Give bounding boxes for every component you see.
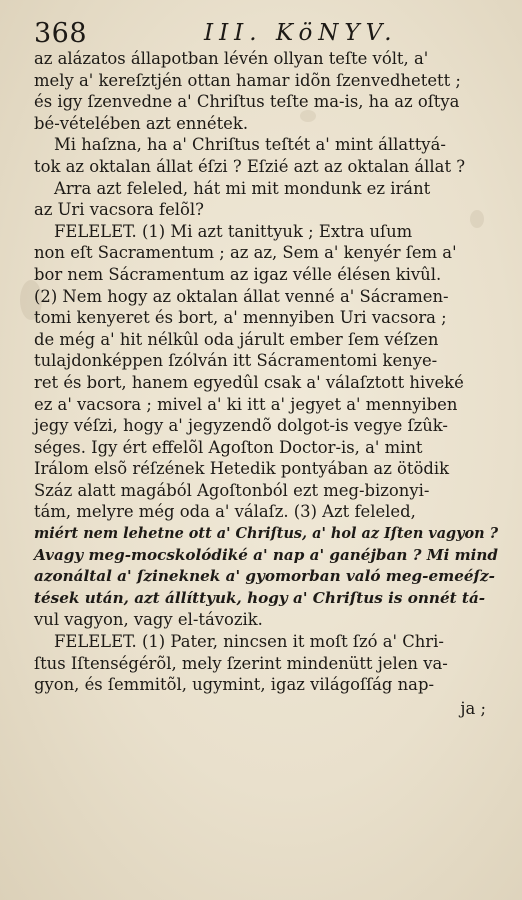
text-line: tulajdonképpen ſzólván itt Sácramentomi kenye- xyxy=(34,351,438,371)
text-line: az Uri vacsora felõl? xyxy=(34,200,204,220)
text-line: és igy ſzenvedne a' Chriſtus teſte ma-is, ha az oſtya xyxy=(34,92,460,112)
text-line: bé-vételében azt ennétek. xyxy=(34,113,249,133)
text-line-italic: tések után, azt állíttyuk, hogy a' Chriſtus is onnét tá- xyxy=(34,588,486,607)
text-line: Arra azt feleled, hát mi mit mondunk ez iránt xyxy=(54,178,431,198)
text-line-italic: miért nem lehetne ott a' Chriſtus, a' hol az Iſten vagyon ? xyxy=(34,525,499,543)
text-line-italic: Avagy meg-mocskolódiké a' nap a' ganéjban ? Mi mind xyxy=(34,545,499,564)
text-line: FELELET. (1) Pater, nincsen it moſt ſzó a' Chri- xyxy=(54,632,444,652)
text-line: Mi haſzna, ha a' Chriſtus teſtét a' mint állattyá- xyxy=(54,135,446,155)
text-line-italic: azonáltal a' ſzineknek a' gyomorban való meg-emeéſz- xyxy=(34,567,495,586)
text-line: de még a' hit nélkûl oda járult ember ſem véſzen xyxy=(34,329,439,349)
body-text xyxy=(34,48,498,719)
text-line: FELELET. (1) Mi azt tanittyuk ; Extra uſum xyxy=(54,221,413,241)
page-number: 368 xyxy=(34,18,88,49)
text-line: tám, melyre még oda a' válaſz. (3) Azt feleled, xyxy=(34,502,416,522)
running-head: III. KöNYV. xyxy=(204,20,398,46)
text-line: mely a' kereſztjén ottan hamar idõn ſzenvedhetett ; xyxy=(34,70,461,90)
text-line: tomi kenyeret és bort, a' mennyiben Uri vacsora ; xyxy=(34,308,447,328)
text-line: ſtus Iſtenségérõl, mely ſzerint mindenütt jelen va- xyxy=(34,653,448,673)
text-line: tok az oktalan állat éſzi ? Eſzié azt az oktalan állat ? xyxy=(34,156,466,176)
text-line: séges. Igy ért effelõl Agoſton Doctor-is, a' mint xyxy=(34,437,423,457)
text-line: (2) Nem hogy az oktalan állat venné a' Sácramen- xyxy=(34,286,449,306)
text-line: ez a' vacsora ; mivel a' ki itt a' jegyet a' mennyiben xyxy=(34,394,458,414)
text-line: jegy véſzi, hogy a' jegyzendõ dolgot-is vegye ſzûk- xyxy=(34,416,448,436)
text-line: gyon, és ſemmitõl, ugymint, igaz világoſſág nap- xyxy=(34,675,434,695)
text-line: bor nem Sácramentum az igaz vélle élésen kivûl. xyxy=(34,264,442,284)
text-line: vul vagyon, vagy el-távozik. xyxy=(34,610,263,630)
text-line: ret és bort, hanem egyedûl csak a' válaſztott hiveké xyxy=(34,372,464,392)
text-line: az alázatos állapotban lévén ollyan teſte vólt, a' xyxy=(34,49,429,68)
text-line: non eſt Sacramentum ; az az, Sem a' kenyér ſem a' xyxy=(34,243,457,263)
text-line: Irálom elsõ réſzének Hetedik pontyában az ötödik xyxy=(34,459,450,479)
catchword: ja ; xyxy=(460,698,486,718)
text-line: Száz alatt magából Agoſtonból ezt meg-bizonyi- xyxy=(34,480,430,500)
